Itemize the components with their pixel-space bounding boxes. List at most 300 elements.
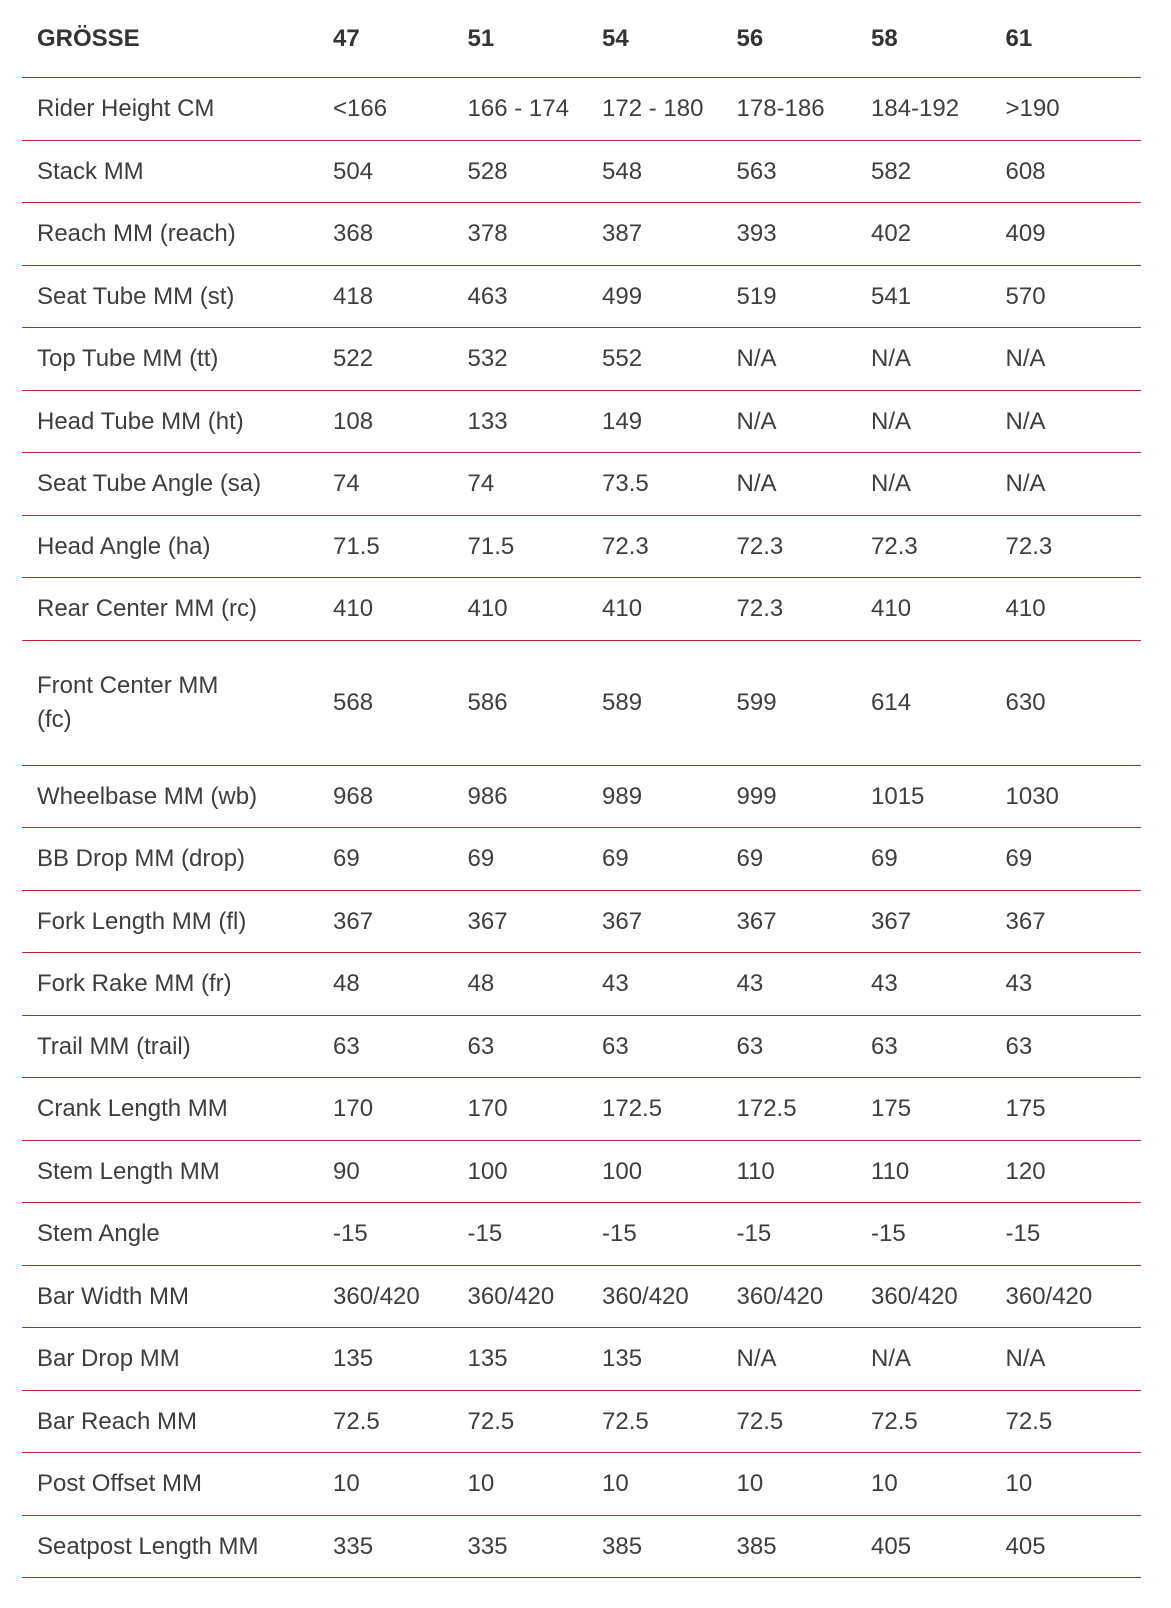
value-cell [737, 1467, 872, 1500]
value-cell-text: 405 [1005, 1532, 1046, 1560]
value-cell [333, 1092, 468, 1125]
value-cell-text: 410 [1005, 595, 1046, 623]
value-cell [1006, 1030, 1141, 1063]
value-cell [602, 92, 737, 125]
value-cell-text: 170 [333, 1095, 374, 1123]
row-label-text: Rider Height CM [37, 95, 215, 123]
value-cell [1006, 1217, 1141, 1250]
value-cell [468, 1092, 603, 1125]
value-cell [602, 1342, 737, 1375]
value-cell-text: 172 - 180 [602, 95, 704, 123]
value-cell-text: 72.5 [602, 1407, 649, 1435]
value-cell [602, 217, 737, 250]
value-cell [871, 1092, 1006, 1125]
value-cell [468, 280, 603, 313]
value-cell-text: 63 [467, 1032, 495, 1060]
header-size-61 [1006, 22, 1141, 55]
value-cell-text: 410 [467, 595, 508, 623]
value-cell-text: 72.5 [333, 1407, 380, 1435]
value-cell [1006, 905, 1141, 938]
value-cell-text: 989 [602, 782, 643, 810]
value-cell [333, 967, 468, 1000]
value-cell [1006, 530, 1141, 563]
value-cell [1006, 280, 1141, 313]
value-cell [602, 686, 737, 719]
value-cell [468, 1280, 603, 1313]
value-cell-text: 69 [333, 845, 360, 873]
row-label [22, 1217, 333, 1250]
value-cell-text: 72.5 [467, 1407, 515, 1435]
value-cell [871, 780, 1006, 813]
value-cell [737, 842, 872, 875]
value-cell-text: 120 [1005, 1157, 1046, 1185]
value-cell [871, 905, 1006, 938]
header-size-54 [602, 22, 737, 55]
value-cell [737, 905, 872, 938]
value-cell-text: 71.5 [333, 532, 380, 560]
value-cell [333, 780, 468, 813]
header-size-58-text: 58 [871, 24, 898, 52]
row-label-text: Seat Tube MM (st) [37, 282, 235, 310]
table-row [22, 78, 1141, 141]
value-cell [737, 592, 872, 625]
value-cell-text: 402 [871, 220, 912, 248]
table-row [22, 328, 1141, 391]
value-cell-text: 100 [602, 1157, 643, 1185]
table-row [22, 1141, 1141, 1204]
value-cell [1006, 1405, 1141, 1438]
value-cell [333, 1405, 468, 1438]
value-cell [871, 1467, 1006, 1500]
value-cell-text: 184-192 [871, 95, 960, 123]
row-label-text: Stack MM [37, 157, 144, 185]
value-cell [333, 1280, 468, 1313]
value-cell [333, 1155, 468, 1188]
table-header-row [22, 0, 1141, 78]
value-cell-text: 43 [736, 970, 764, 998]
value-cell [871, 1030, 1006, 1063]
value-cell-text: 175 [1005, 1095, 1046, 1123]
value-cell [468, 842, 603, 875]
header-size-61-text: 61 [1005, 24, 1033, 52]
value-cell-text: 608 [1005, 157, 1046, 185]
value-cell [468, 1217, 603, 1250]
value-cell-text: 72.3 [602, 532, 649, 560]
value-cell-text: 387 [602, 220, 643, 248]
value-cell-text: 360/420 [467, 1282, 555, 1310]
value-cell [468, 780, 603, 813]
value-cell [468, 1530, 603, 1563]
table-row [22, 1516, 1141, 1579]
row-label [22, 342, 333, 375]
value-cell-text: 409 [1005, 220, 1046, 248]
value-cell [602, 842, 737, 875]
header-size-label [22, 22, 333, 55]
row-label-text: Head Tube MM (ht) [37, 407, 244, 435]
value-cell-text: 175 [871, 1095, 912, 1123]
row-label [22, 1530, 333, 1563]
value-cell-text: 100 [467, 1157, 508, 1185]
row-label-text: Stem Length MM [37, 1157, 220, 1185]
value-cell-text: 367 [333, 907, 374, 935]
value-cell-text: N/A [736, 345, 777, 373]
value-cell [602, 1155, 737, 1188]
value-cell [871, 530, 1006, 563]
table-row [22, 266, 1141, 329]
value-cell [1006, 842, 1141, 875]
value-cell [1006, 1280, 1141, 1313]
value-cell [1006, 405, 1141, 438]
value-cell-text: 166 - 174 [467, 95, 569, 123]
value-cell-text: N/A [736, 1345, 777, 1373]
value-cell-text: 393 [736, 220, 777, 248]
value-cell [871, 155, 1006, 188]
row-label [22, 1405, 333, 1438]
value-cell [737, 530, 872, 563]
value-cell-text: 43 [602, 970, 629, 998]
value-cell-text: 360/420 [871, 1282, 958, 1310]
table-row [22, 391, 1141, 454]
table-row [22, 1078, 1141, 1141]
value-cell [871, 280, 1006, 313]
value-cell-text: 367 [602, 907, 643, 935]
value-cell [737, 1530, 872, 1563]
row-label [22, 1467, 333, 1500]
value-cell [1006, 1530, 1141, 1563]
row-label-text: Seat Tube Angle (sa) [37, 470, 262, 498]
table-row [22, 641, 1141, 766]
value-cell-text: 532 [467, 345, 508, 373]
value-cell [602, 905, 737, 938]
value-cell [602, 1092, 737, 1125]
value-cell [468, 967, 603, 1000]
value-cell-text: N/A [871, 345, 912, 373]
value-cell-text: 335 [467, 1532, 508, 1560]
value-cell [602, 1030, 737, 1063]
value-cell [468, 592, 603, 625]
value-cell-text: 367 [467, 907, 508, 935]
value-cell-text: 541 [871, 282, 912, 310]
value-cell-text: 63 [871, 1032, 898, 1060]
value-cell-text: N/A [871, 407, 912, 435]
row-label-text: Fork Rake MM (fr) [37, 970, 232, 998]
value-cell-text: 378 [467, 220, 508, 248]
value-cell [737, 780, 872, 813]
row-label [22, 842, 333, 875]
value-cell [871, 1530, 1006, 1563]
header-size-47 [333, 22, 468, 55]
table-row [22, 1016, 1141, 1079]
row-label-text: Wheelbase MM (wb) [37, 782, 258, 810]
value-cell-text: 72.3 [871, 532, 918, 560]
row-label [22, 217, 333, 250]
value-cell-text: N/A [871, 470, 912, 498]
value-cell-text: 385 [736, 1532, 777, 1560]
table-row [22, 1266, 1141, 1329]
value-cell [871, 1155, 1006, 1188]
value-cell-text: 360/420 [602, 1282, 689, 1310]
value-cell [468, 405, 603, 438]
value-cell-text: 589 [602, 688, 643, 716]
row-label [22, 905, 333, 938]
table-row [22, 766, 1141, 829]
row-label [22, 1280, 333, 1313]
value-cell-text: <166 [333, 95, 388, 123]
value-cell-text: 69 [736, 845, 764, 873]
value-cell [602, 1280, 737, 1313]
header-size-56 [737, 22, 872, 55]
value-cell-text: 614 [871, 688, 912, 716]
value-cell [468, 686, 603, 719]
value-cell-text: 172.5 [736, 1095, 797, 1123]
value-cell-text: 599 [736, 688, 777, 716]
value-cell [602, 967, 737, 1000]
value-cell-text: N/A [1005, 1345, 1046, 1373]
value-cell-text: 10 [1005, 1470, 1033, 1498]
value-cell-text: 73.5 [602, 470, 649, 498]
value-cell [737, 405, 872, 438]
value-cell [1006, 92, 1141, 125]
value-cell-text: N/A [871, 1345, 912, 1373]
value-cell [737, 1405, 872, 1438]
value-cell [333, 1217, 468, 1250]
value-cell [737, 1092, 872, 1125]
value-cell-text: 563 [736, 157, 777, 185]
row-label-text: Fork Length MM (fl) [37, 907, 247, 935]
value-cell-text: 418 [333, 282, 374, 310]
header-size-label-text: GRÖSSE [37, 24, 140, 52]
table-row [22, 1453, 1141, 1516]
value-cell [602, 1217, 737, 1250]
value-cell [602, 155, 737, 188]
value-cell-text: 110 [736, 1157, 775, 1185]
value-cell [1006, 342, 1141, 375]
value-cell [1006, 1467, 1141, 1500]
value-cell-text: N/A [1005, 345, 1046, 373]
value-cell-text: 10 [467, 1470, 495, 1498]
value-cell [871, 342, 1006, 375]
value-cell-text: 43 [1005, 970, 1033, 998]
value-cell-text: 74 [333, 470, 360, 498]
value-cell-text: 528 [467, 157, 508, 185]
row-label-text: Bar Reach MM [37, 1407, 198, 1435]
header-size-51 [468, 22, 603, 55]
value-cell-text: 504 [333, 157, 374, 185]
value-cell [333, 1030, 468, 1063]
value-cell [1006, 217, 1141, 250]
value-cell [333, 92, 468, 125]
row-label-text: Bar Drop MM [37, 1345, 180, 1373]
row-label [22, 1092, 333, 1125]
row-label-text: Crank Length MM [37, 1095, 228, 1123]
row-label [22, 780, 333, 813]
row-label [22, 280, 333, 313]
row-label [22, 669, 333, 735]
value-cell-text: 1030 [1005, 782, 1059, 810]
value-cell [737, 467, 872, 500]
value-cell [871, 686, 1006, 719]
value-cell [737, 1155, 872, 1188]
row-label-text: Stem Angle [37, 1220, 160, 1248]
value-cell-text: 72.3 [736, 532, 784, 560]
value-cell [737, 1342, 872, 1375]
value-cell-text: 135 [333, 1345, 374, 1373]
value-cell-text: 170 [467, 1095, 508, 1123]
value-cell [602, 1530, 737, 1563]
row-label [22, 1030, 333, 1063]
value-cell [871, 92, 1006, 125]
value-cell-text: 360/420 [1005, 1282, 1093, 1310]
row-label [22, 530, 333, 563]
table-row [22, 1391, 1141, 1454]
row-label-text: Bar Width MM [37, 1282, 190, 1310]
value-cell [1006, 780, 1141, 813]
value-cell [1006, 467, 1141, 500]
value-cell-text: 72.3 [1005, 532, 1053, 560]
value-cell-text: 69 [602, 845, 629, 873]
row-label [22, 592, 333, 625]
value-cell-text: 968 [333, 782, 374, 810]
table-row [22, 891, 1141, 954]
value-cell-text: 63 [736, 1032, 764, 1060]
value-cell [1006, 1342, 1141, 1375]
table-row [22, 203, 1141, 266]
value-cell-text: 10 [736, 1470, 764, 1498]
value-cell [737, 342, 872, 375]
value-cell-text: 360/420 [333, 1282, 420, 1310]
row-label-text: Rear Center MM (rc) [37, 595, 258, 623]
value-cell [871, 967, 1006, 1000]
value-cell [871, 1280, 1006, 1313]
value-cell [1006, 592, 1141, 625]
row-label [22, 467, 333, 500]
value-cell-text: 63 [1005, 1032, 1033, 1060]
header-size-56-text: 56 [736, 24, 764, 52]
value-cell-text: 385 [602, 1532, 643, 1560]
value-cell-text: 10 [602, 1470, 629, 1498]
value-cell-text: -15 [736, 1220, 772, 1248]
value-cell [333, 1530, 468, 1563]
value-cell [468, 155, 603, 188]
geometry-table [22, 0, 1141, 1578]
value-cell-text: 570 [1005, 282, 1046, 310]
value-cell [737, 686, 872, 719]
value-cell-text: -15 [1005, 1220, 1041, 1248]
value-cell-text: -15 [333, 1220, 368, 1248]
value-cell-text: 999 [736, 782, 777, 810]
value-cell [737, 1030, 872, 1063]
value-cell [468, 92, 603, 125]
value-cell-text: N/A [1005, 470, 1046, 498]
value-cell-text: 71.5 [467, 532, 515, 560]
value-cell-text: 519 [736, 282, 777, 310]
table-row [22, 516, 1141, 579]
value-cell [333, 280, 468, 313]
value-cell [737, 217, 872, 250]
value-cell-text: 69 [871, 845, 898, 873]
value-cell [871, 592, 1006, 625]
row-label-text: Seatpost Length MM [37, 1532, 259, 1560]
value-cell-text: 48 [467, 970, 495, 998]
value-cell-text: 360/420 [736, 1282, 824, 1310]
value-cell-text: 586 [467, 688, 508, 716]
value-cell [468, 1030, 603, 1063]
value-cell-text: -15 [602, 1220, 637, 1248]
value-cell-text: >190 [1005, 95, 1060, 123]
value-cell [602, 530, 737, 563]
value-cell [871, 467, 1006, 500]
value-cell-text: 10 [333, 1470, 360, 1498]
value-cell-text: 552 [602, 345, 643, 373]
value-cell-text: N/A [1005, 407, 1046, 435]
header-size-47-text: 47 [333, 24, 360, 52]
table-row [22, 828, 1141, 891]
value-cell-text: 367 [871, 907, 912, 935]
value-cell [871, 842, 1006, 875]
value-cell-text: 405 [871, 1532, 912, 1560]
value-cell [333, 1467, 468, 1500]
value-cell-text: 43 [871, 970, 898, 998]
table-row [22, 1328, 1141, 1391]
value-cell [333, 905, 468, 938]
row-label-text: Head Angle (ha) [37, 532, 211, 560]
value-cell [602, 780, 737, 813]
header-size-54-text: 54 [602, 24, 629, 52]
row-label-text: Post Offset MM [37, 1470, 202, 1498]
value-cell [737, 1217, 872, 1250]
row-label-text: Trail MM (trail) [37, 1032, 191, 1060]
value-cell-text: 522 [333, 345, 374, 373]
value-cell-text: 367 [1005, 907, 1046, 935]
value-cell-text: 986 [467, 782, 508, 810]
value-cell [871, 1217, 1006, 1250]
value-cell [1006, 967, 1141, 1000]
value-cell [737, 967, 872, 1000]
value-cell [333, 592, 468, 625]
value-cell-text: 368 [333, 220, 374, 248]
value-cell-text: 582 [871, 157, 912, 185]
value-cell-text: 69 [467, 845, 495, 873]
value-cell [468, 342, 603, 375]
value-cell-text: 72.5 [736, 1407, 784, 1435]
value-cell [871, 1342, 1006, 1375]
value-cell-text: 178-186 [736, 95, 825, 123]
value-cell [602, 405, 737, 438]
value-cell-text: 48 [333, 970, 360, 998]
value-cell-text: 367 [736, 907, 777, 935]
value-cell [333, 686, 468, 719]
value-cell [602, 592, 737, 625]
value-cell [468, 217, 603, 250]
header-size-51-text: 51 [467, 24, 495, 52]
value-cell-text: 149 [602, 407, 643, 435]
value-cell-text: -15 [871, 1220, 906, 1248]
value-cell [468, 467, 603, 500]
row-label [22, 155, 333, 188]
value-cell-text: 463 [467, 282, 508, 310]
row-label [22, 1342, 333, 1375]
value-cell-text: 74 [467, 470, 495, 498]
value-cell [1006, 1092, 1141, 1125]
value-cell-text: 72.5 [1005, 1407, 1053, 1435]
value-cell [468, 1342, 603, 1375]
value-cell [333, 155, 468, 188]
value-cell-text: 410 [871, 595, 912, 623]
value-cell [737, 92, 872, 125]
value-cell-text: 108 [333, 407, 374, 435]
value-cell-text: 63 [333, 1032, 360, 1060]
value-cell [737, 1280, 872, 1313]
